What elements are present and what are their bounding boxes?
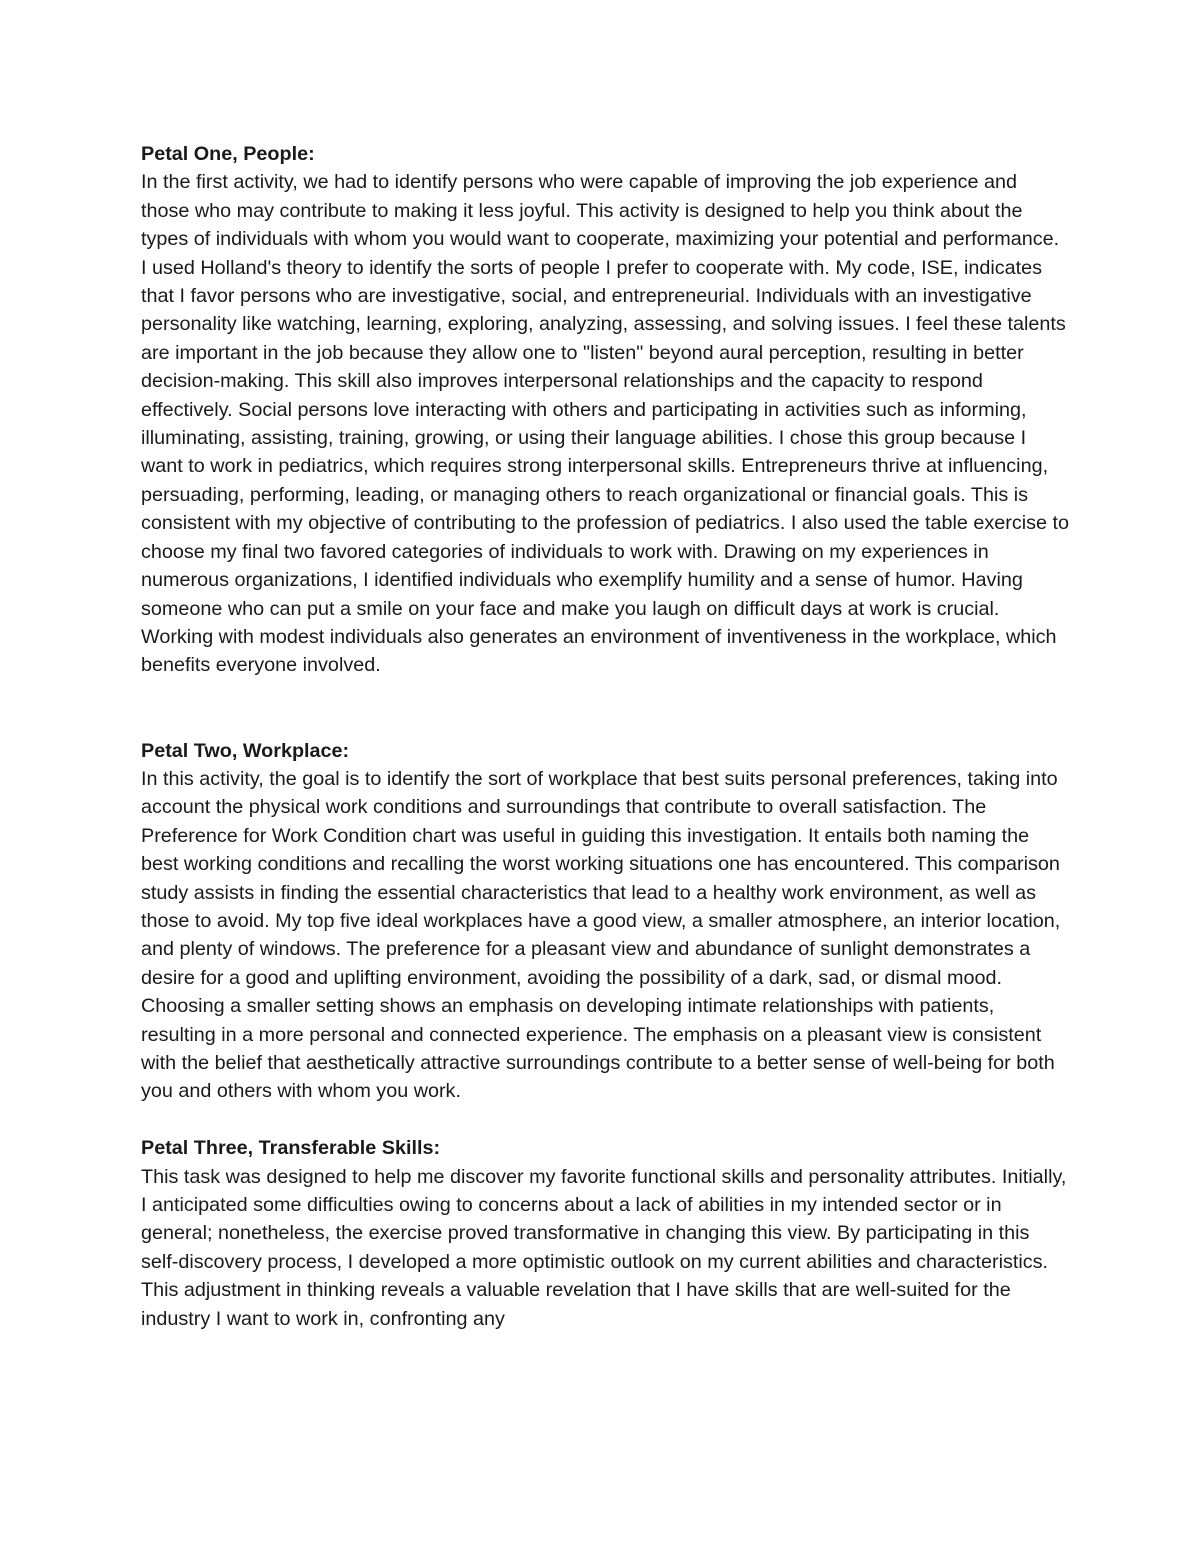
section-paragraph: In this activity, the goal is to identify the sort of workplace that best suits personal preferences, taking into account the physical work conditions and surroundings that contribute to overall satisfaction. The Preference for Work Condition chart was useful in guiding this investigation. It entails both naming the best working conditions and recalling the worst working situations one has encountered. This comparison study assists in finding the essential characteristics that lead to a healthy work environment, as well as those to avoid. My top five ideal workplaces have a good view, a smaller atmosphere, an interior location, and plenty of windows. The preference for a pleasant view and abundance of sunlight demonstrates a desire for a good and uplifting environment, avoiding the possibility of a dark, sad, or dismal mood. Choosing a smaller setting shows an emphasis on developing intimate relationships with patients, resulting in a more personal and connected experience. The emphasis on a pleasant view is consistent with the belief that aesthetically attractive surroundings contribute to a better sense of well-being for both you and others with whom you work. — [141, 767, 1061, 1103]
section-paragraph: In the first activity, we had to identify persons who were capable of improving the job experience and those who may contribute to making it less joyful. This activity is designed to help you think about the types of individuals with whom you would want to cooperate, maximizing your potential and performance. I used Holland's theory to identify the sorts of people I prefer to cooperate with. My code, ISE, indicates that I favor persons who are investigative, social, and entrepreneurial. Individuals with an investigative personality like watching, learning, exploring, analyzing, assessing, and solving issues. I feel these talents are important in the job because they allow one to "listen" beyond aural perception, resulting in better decision-making. This skill also improves interpersonal relationships and the capacity to respond effectively. Social persons love interacting with others and participating in activities such as informing, illuminating, assisting, training, growing, or using their language abilities. I chose this group because I want to work in pediatrics, which requires strong interpersonal skills. Entrepreneurs thrive at influencing, persuading, performing, leading, or managing others to reach organizational or financial goals. This is consistent with my objective of contributing to the profession of pediatrics. I also used the table exercise to choose my final two favored categories of individuals to work with. Drawing on my experiences in numerous organizations, I identified individuals who exemplify humility and a sense of humor. Having someone who can put a smile on your face and make you laugh on difficult days at work is crucial. Working with modest individuals also generates an environment of inventiveness in the workplace, which benefits everyone involved. — [141, 171, 1070, 677]
section-petal-three — [141, 1134, 1070, 1333]
section-petal-two — [141, 737, 1070, 1106]
section-paragraph: This task was designed to help me discover my favorite functional skills and personality attributes. Initially, I anticipated some difficulties owing to concerns about a lack of abilities in my intended sector or in general; nonetheless, the exercise proved transformative in changing this view. By participating in this self-discovery process, I developed a more optimistic outlook on my current abilities and characteristics. This adjustment in thinking reveals a valuable revelation that I have skills that are well-suited for the industry I want to work in, confronting any — [141, 1165, 1067, 1330]
section-heading: Petal Two, Workplace: — [141, 739, 350, 762]
section-petal-one — [141, 140, 1070, 680]
section-heading: Petal Three, Transferable Skills: — [141, 1137, 441, 1160]
section-heading: Petal One, People: — [141, 143, 315, 165]
